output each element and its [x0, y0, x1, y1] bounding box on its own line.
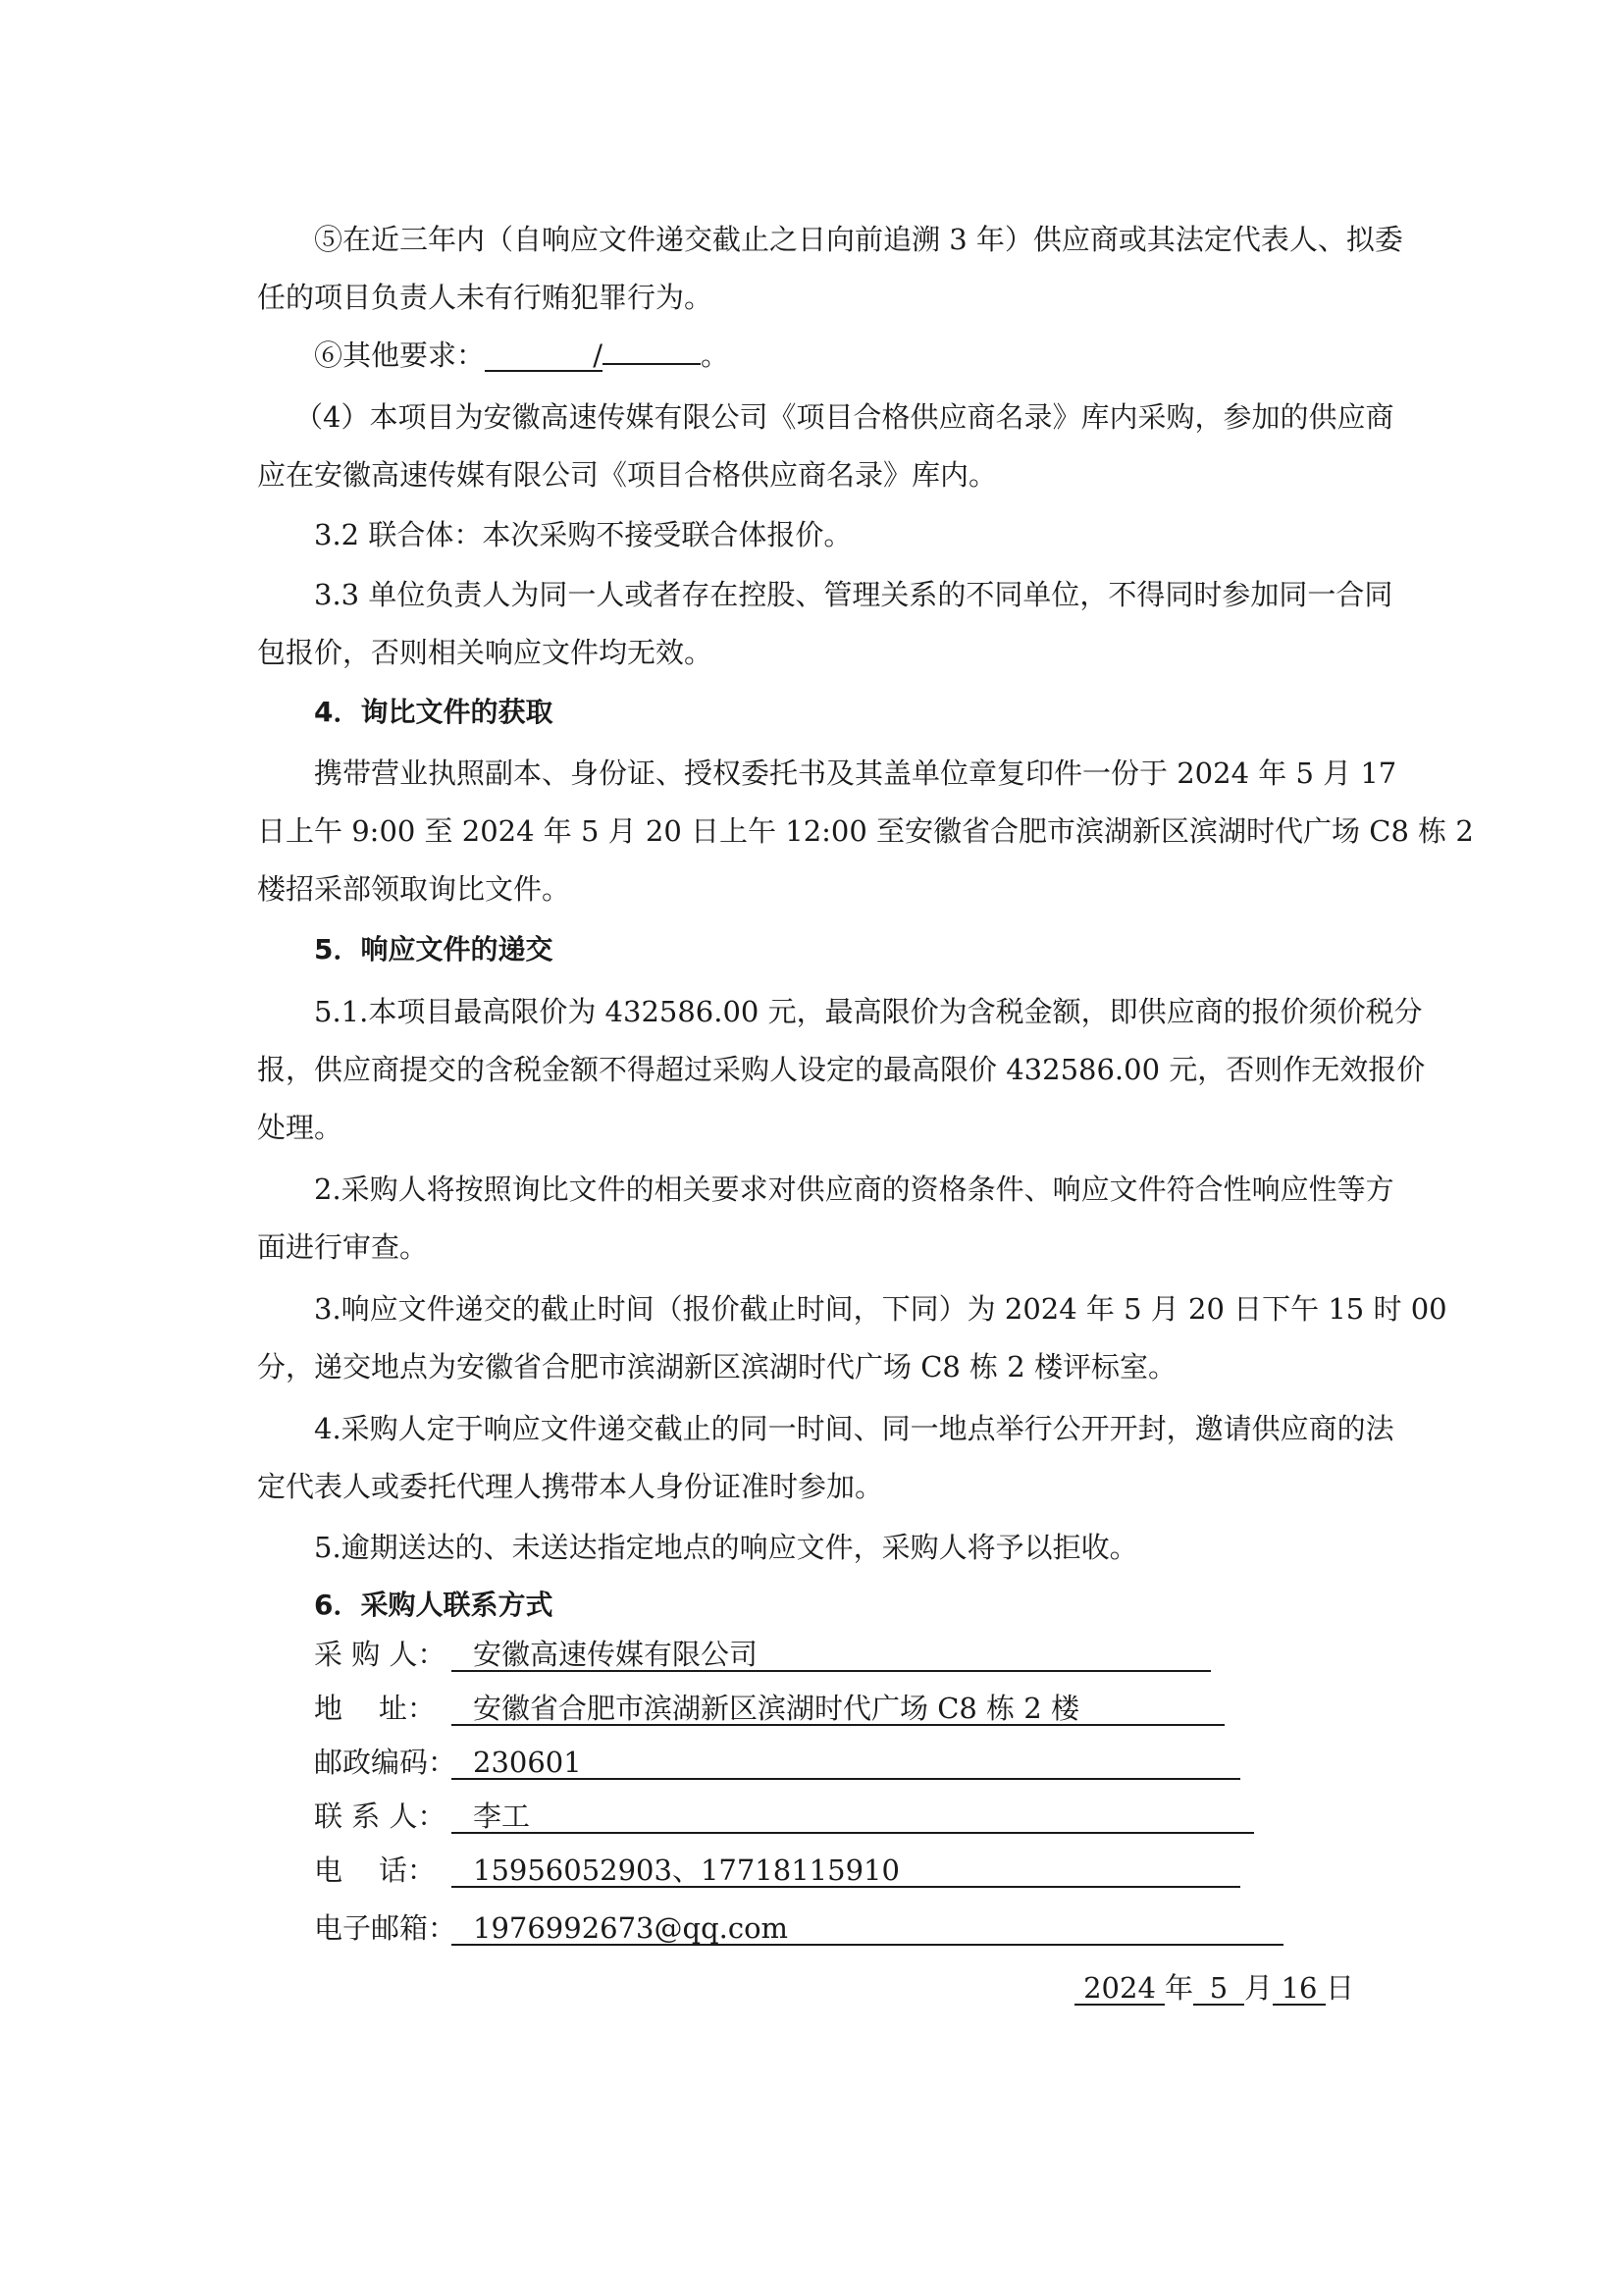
date-year-unit: 年: [1165, 1971, 1194, 2005]
section-5-1-line1: 5.1.本项目最高限价为 432586.00 元，最高限价为含税金额，即供应商的报价须价税分: [314, 995, 1423, 1028]
other-requirements-blank-tail: [602, 363, 701, 365]
contact-purchaser: [314, 1635, 1211, 1674]
contact-email: [314, 1908, 1283, 1948]
contact-phone: [314, 1851, 1240, 1890]
contact-label: 联 系 人：: [314, 1800, 446, 1833]
contact-value: 李工: [451, 1800, 1254, 1834]
contact-value: 安徽高速传媒有限公司: [451, 1639, 1211, 1672]
contact-label: 电子邮箱：: [314, 1911, 457, 1945]
para-3-2: 3.2 联合体：本次采购不接受联合体报价。: [314, 518, 853, 551]
section-5-2-line1: 2.采购人将按照询比文件的相关要求对供应商的资格条件、响应文件符合性响应性等方: [314, 1173, 1394, 1206]
para-4-line2: 应在安徽高速传媒有限公司《项目合格供应商名录》库内。: [257, 458, 998, 492]
contact-label: 地 址：: [314, 1692, 436, 1725]
section-5-5: 5.逾期送达的、未送达指定地点的响应文件，采购人将予以拒收。: [314, 1531, 1138, 1564]
other-requirements-blank: /: [485, 340, 602, 372]
section-5-1-line2: 报，供应商提交的含税金额不得超过采购人设定的最高限价 432586.00 元，否则作无效报价: [257, 1053, 1426, 1086]
date-month-unit: 月: [1244, 1971, 1274, 2005]
contact-label: 邮政编码：: [314, 1746, 457, 1779]
date-year: 2024: [1074, 1972, 1165, 2006]
section-5-2-line2: 面进行审查。: [257, 1230, 429, 1264]
contact-value: 1976992673@qq.com: [451, 1912, 1283, 1946]
para-4-line1: （4）本项目为安徽高速传媒有限公司《项目合格供应商名录》库内采购，参加的供应商: [294, 400, 1394, 434]
section-5-4-line2: 定代表人或委托代理人携带本人身份证准时参加。: [257, 1470, 884, 1503]
contact-label: 采 购 人：: [314, 1638, 446, 1671]
section-5-3-line2: 分，递交地点为安徽省合肥市滨湖新区滨湖时代广场 C8 栋 2 楼评标室。: [257, 1350, 1177, 1383]
section-5-1-line3: 处理。: [257, 1111, 343, 1144]
section-4-heading: 4．询比文件的获取: [314, 696, 553, 728]
section-4-line1: 携带营业执照副本、身份证、授权委托书及其盖单位章复印件一份于 2024 年 5 月 17: [314, 757, 1397, 790]
contact-postcode: [314, 1743, 1240, 1782]
section-4-line2: 日上午 9:00 至 2024 年 5 月 20 日上午 12:00 至安徽省合肥市滨湖新区滨湖时代广场 C8 栋 2: [257, 814, 1474, 848]
para-item6-suffix: 。: [701, 339, 730, 372]
contact-value: 230601: [451, 1747, 1240, 1780]
contact-address: [314, 1689, 1225, 1728]
para-3-3-line1: 3.3 单位负责人为同一人或者存在控股、管理关系的不同单位，不得同时参加同一合同: [314, 578, 1393, 611]
para-item6: [314, 336, 729, 375]
section-5-3-line1: 3.响应文件递交的截止时间（报价截止时间，下同）为 2024 年 5 月 20 日下午 15 时 00: [314, 1292, 1447, 1326]
section-5-heading: 5．响应文件的递交: [314, 933, 553, 965]
date-day-unit: 日: [1326, 1971, 1355, 2005]
contact-value: 安徽省合肥市滨湖新区滨湖时代广场 C8 栋 2 楼: [451, 1693, 1225, 1726]
section-5-4-line1: 4.采购人定于响应文件递交截止的同一时间、同一地点举行公开开封，邀请供应商的法: [314, 1412, 1394, 1445]
contact-label: 电 话：: [314, 1853, 436, 1887]
para-item6-prefix: ⑥其他要求：: [314, 339, 486, 372]
para-item5-line2: 任的项目负责人未有行贿犯罪行为。: [257, 281, 713, 314]
section-4-line3: 楼招采部领取询比文件。: [257, 872, 571, 906]
para-item5-line1: ⑤在近三年内（自响应文件递交截止之日向前追溯 3 年）供应商或其法定代表人、拟委: [314, 223, 1403, 256]
section-6-heading: 6．采购人联系方式: [314, 1589, 553, 1621]
date-day: 16: [1273, 1972, 1326, 2006]
para-3-3-line2: 包报价，否则相关响应文件均无效。: [257, 636, 713, 669]
document-date: [1074, 1968, 1354, 2008]
contact-person: [314, 1797, 1254, 1836]
date-month: 5: [1193, 1972, 1244, 2006]
contact-value: 15956052903、17718115910: [451, 1854, 1240, 1888]
